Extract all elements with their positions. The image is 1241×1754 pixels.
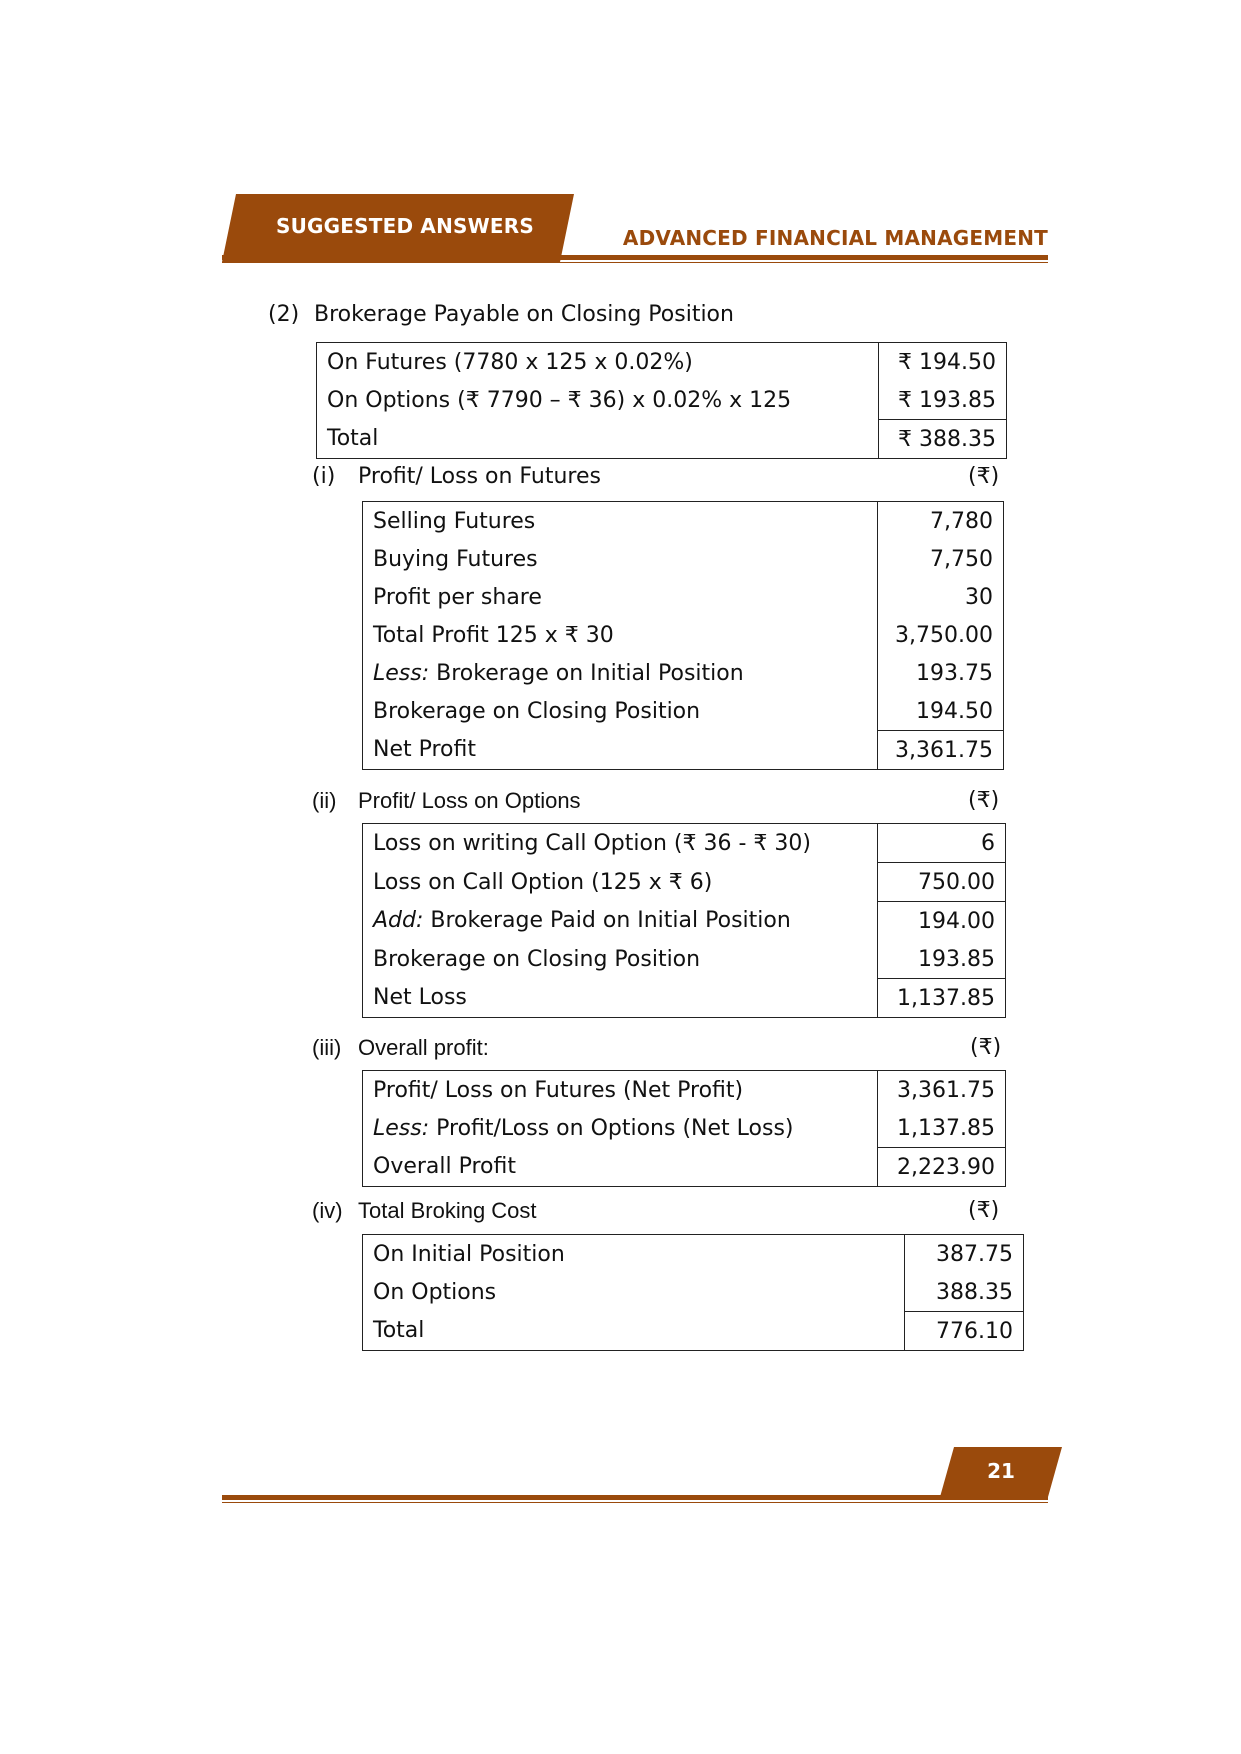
row-label: Profit per share (363, 578, 878, 616)
row-label: Loss on writing Call Option (₹ 36 - ₹ 30) (363, 824, 878, 863)
row-label: Net Loss (363, 979, 878, 1018)
overall-table (362, 1070, 1006, 1187)
table-row (363, 654, 1004, 692)
broking-number: (iv) (312, 1198, 343, 1223)
futures-heading (312, 464, 601, 489)
futures-table (362, 501, 1004, 770)
overall-number: (iii) (312, 1035, 342, 1060)
row-amount: 193.85 (918, 946, 995, 972)
row-label: On Options (363, 1273, 905, 1312)
row-amount: 3,750.00 (895, 622, 993, 648)
header-tab-label: SUGGESTED ANSWERS (276, 214, 534, 238)
footer-rule (222, 1495, 1048, 1500)
table-row (363, 1071, 1006, 1110)
options-heading-text: Profit/ Loss on Options (358, 788, 581, 813)
table-row (363, 1273, 1024, 1312)
row-amount: 2,223.90 (878, 1148, 1006, 1187)
row-amount: 194.50 (916, 698, 993, 724)
row-amount: 7,780 (930, 508, 993, 534)
table-row (363, 540, 1004, 578)
row-label: Selling Futures (363, 502, 878, 541)
options-table (362, 823, 1006, 1018)
add-prefix: Add: (373, 908, 424, 934)
table-row (363, 824, 1006, 863)
row-label: Brokerage on Closing Position (363, 692, 878, 731)
table-row (363, 902, 1006, 941)
row-amount: 30 (965, 584, 993, 610)
less-prefix: Less: (373, 660, 430, 686)
row-amount: 388.35 (936, 1279, 1013, 1305)
row-label-text: Brokerage Paid on Initial Position (423, 908, 791, 934)
row-label: Profit/ Loss on Futures (Net Profit) (363, 1071, 878, 1110)
table-row (363, 863, 1006, 902)
table-row (363, 502, 1004, 541)
row-label-text: Brokerage on Initial Position (429, 660, 744, 686)
row-amount: 193.75 (916, 660, 993, 686)
header-rule-thin (222, 262, 1048, 263)
table-row (363, 979, 1006, 1018)
row-amount: 776.10 (905, 1312, 1024, 1351)
table-row (363, 1109, 1006, 1148)
overall-unit: (₹) (970, 1035, 1002, 1060)
futures-unit: (₹) (968, 464, 1000, 489)
broking-table (362, 1234, 1024, 1351)
table-row (363, 1148, 1006, 1187)
broking-unit: (₹) (968, 1198, 1000, 1223)
row-amount: ₹ 194.50 (898, 349, 996, 375)
table-row (317, 343, 1007, 382)
row-label: Buying Futures (363, 540, 878, 578)
row-amount: 7,750 (930, 546, 993, 572)
row-label: Loss on Call Option (125 x ₹ 6) (363, 863, 878, 902)
section2-heading (268, 302, 734, 327)
broking-heading-text: Total Broking Cost (358, 1198, 537, 1223)
table-row (363, 692, 1004, 731)
row-label: Total (317, 420, 879, 459)
row-label: On Initial Position (363, 1235, 905, 1274)
row-amount: 6 (981, 830, 995, 856)
brokerage-closing-table (316, 342, 1007, 459)
broking-heading (312, 1198, 537, 1224)
options-number: (ii) (312, 788, 337, 813)
row-label: Total Profit 125 x ₹ 30 (363, 616, 878, 654)
row-amount: 194.00 (878, 902, 1006, 941)
overall-heading-text: Overall profit: (358, 1035, 489, 1060)
row-label (363, 654, 878, 692)
section2-number: (2) (268, 302, 300, 327)
overall-heading (312, 1035, 489, 1061)
futures-number: (i) (312, 464, 336, 489)
row-amount: 1,137.85 (878, 979, 1006, 1018)
section2-heading-text: Brokerage Payable on Closing Position (314, 302, 734, 327)
row-label-text: Profit/Loss on Options (Net Loss) (429, 1115, 794, 1141)
futures-heading-text: Profit/ Loss on Futures (358, 464, 601, 489)
row-amount: 3,361.75 (878, 731, 1004, 770)
table-row (363, 578, 1004, 616)
table-row (317, 420, 1007, 459)
row-amount: ₹ 388.35 (879, 420, 1007, 459)
row-amount: ₹ 193.85 (898, 387, 996, 413)
row-amount: 750.00 (878, 863, 1006, 902)
row-label (363, 1109, 878, 1148)
table-row (363, 940, 1006, 979)
footer-rule-thin (222, 1502, 1048, 1503)
table-row (363, 1235, 1024, 1274)
row-label: Total (363, 1312, 905, 1351)
header-rule (222, 255, 1048, 260)
table-row (317, 381, 1007, 420)
table-row (363, 1312, 1024, 1351)
options-unit: (₹) (968, 788, 1000, 813)
row-amount: 3,361.75 (897, 1077, 995, 1103)
page-number: 21 (987, 1459, 1015, 1483)
table-row (363, 616, 1004, 654)
row-label: Overall Profit (363, 1148, 878, 1187)
row-label: Net Profit (363, 731, 878, 770)
header-title: ADVANCED FINANCIAL MANAGEMENT (622, 226, 1048, 250)
options-heading (312, 788, 581, 814)
row-label: On Options (₹ 7790 – ₹ 36) x 0.02% x 125 (317, 381, 879, 420)
row-label: On Futures (7780 x 125 x 0.02%) (317, 343, 879, 382)
row-amount: 1,137.85 (897, 1115, 995, 1141)
table-row (363, 731, 1004, 770)
less-prefix: Less: (373, 1115, 430, 1141)
row-amount: 387.75 (936, 1241, 1013, 1267)
row-label (363, 902, 878, 941)
row-label: Brokerage on Closing Position (363, 940, 878, 979)
